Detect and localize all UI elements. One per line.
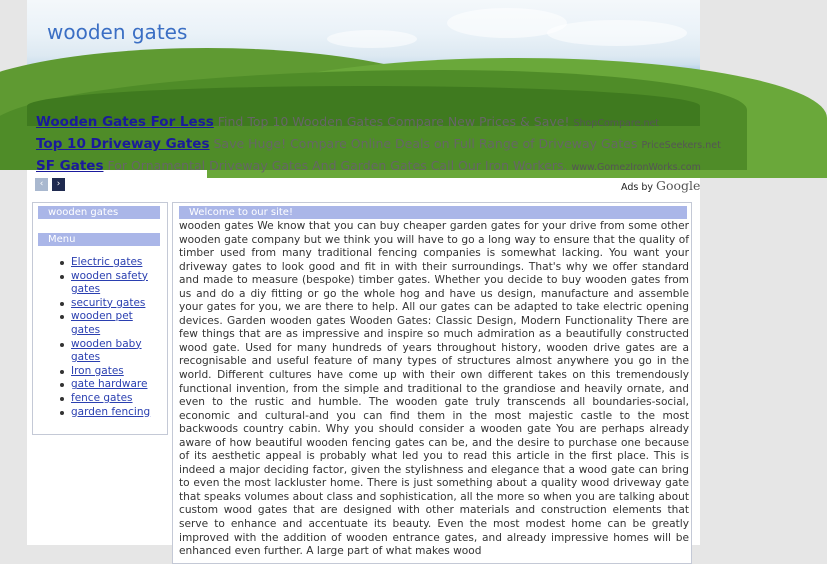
menu-link-wooden-pet-gates[interactable]: wooden pet gates (71, 310, 133, 336)
menu-link-wooden-baby-gates[interactable]: wooden baby gates (71, 337, 142, 364)
menu-item (71, 256, 161, 270)
ad-host[interactable]: www.GomezIronWorks.com (571, 162, 701, 173)
ad-text: Save Huge! Compare Online Deals on Full Range of Driveway Gates (213, 136, 638, 151)
google-logo: Google (656, 178, 701, 193)
menu-link-electric-gates[interactable]: Electric gates (71, 256, 143, 268)
ad-host[interactable]: PriceSeekers.net (641, 140, 721, 151)
page (27, 0, 721, 558)
ads-next-button[interactable]: › (52, 178, 65, 191)
ads-prev-button[interactable]: ‹ (35, 178, 48, 191)
header-banner (27, 0, 700, 111)
menu-item (71, 365, 161, 379)
site-title[interactable]: wooden gates (47, 20, 188, 44)
menu-link-wooden-safety-gates[interactable]: wooden safety gates (71, 269, 148, 296)
menu-item (71, 338, 161, 365)
menu-item (71, 270, 161, 297)
ad-text: Find Top 10 Wooden Gates Compare New Prices & Save! (217, 114, 570, 129)
ad-item (36, 136, 721, 152)
menu-item (71, 392, 161, 406)
article-body: wooden gates We know that you can buy cheaper garden gates for your drive from some other wooden gate company but we think you will have to go a long way to ensure that the quality of timber used from many traditional fencing companies is somewhat lacking. You want your driveway gates to look good and fit in with their surroundings. That's why we offer standard and made to measure (bespoke) timber gates. Whether you decide to buy wooden gates from us and do a diy fitting or go the whole hog and have us design, manufacture and assemble your gates for you, we are there to help. All our gates can be adapted to take electric opening devices. Garden wooden gates Wooden Gates: Classic Design, Modern Functionality There are few things that are as impressive and inspire so much admiration as a beautifully constructed wood gate. Used for many hundreds of years throughout history, wooden drive gates are a recognisable and useful feature of many types of structures almost anywhere you go in the world. Different cultures have come up with their own different takes on this tremendously functional invention, from the simple and traditional to the grandiose and heavily ornate, and even to the rustic and humble. The wooden gate truly transcends all boundaries-social, economic and cultural-and you can find them in the most majestic castle to the most backwoods country cabin. Why you should consider a wooden gate You are perhaps already aware of how beautiful wooden fencing gates can be, and the desire to purchase one because of its aesthetic appeal is probably what led you to read this article in the first place. This is indeed a major deciding factor, given the stylishness and elegance that a wood gate can bring to even the most lackluster home. There is just something about a quality wood driveway gate that speaks volumes about class and sophistication, all the more so when you are talking about custom wood gates that are designed with other materials and construction elements that serve to enhance and accentuate its beauty. Even the most modest home can be greatly improved with the addition of wooden entrance gates, and already impressive homes will be enhanced even further. A large part of what makes wood (179, 220, 689, 558)
ad-title-link[interactable]: Top 10 Driveway Gates (36, 136, 210, 152)
menu-title: Menu (38, 233, 160, 246)
ad-title-link[interactable]: Wooden Gates For Less (36, 114, 214, 130)
menu-item (71, 297, 161, 311)
ad-block (27, 111, 721, 201)
ad-item (36, 158, 701, 174)
main-content (172, 202, 692, 564)
ad-host[interactable]: ShopCompare.net (573, 118, 660, 129)
menu-link-fence-gates[interactable]: fence gates (71, 391, 133, 404)
menu-item (71, 378, 161, 392)
menu-link-iron-gates[interactable]: Iron gates (71, 364, 124, 377)
menu-link-garden-fencing[interactable]: garden fencing (71, 405, 151, 418)
main-heading: Welcome to our site! (179, 206, 687, 219)
menu-item (71, 310, 161, 337)
menu-list (71, 256, 161, 419)
ads-by-label: Ads by (621, 182, 653, 193)
ad-text: For Ornamental Driveway Gates And Garden Gates Call Our Iron Workers. (107, 158, 568, 173)
menu-link-gate-hardware[interactable]: gate hardware (71, 378, 148, 391)
ad-title-link[interactable]: SF Gates (36, 158, 104, 174)
sidebar (32, 202, 168, 435)
ads-by-google[interactable] (621, 178, 700, 193)
menu-item (71, 406, 161, 420)
sidebar-box-title: wooden gates (38, 206, 160, 219)
ad-item (36, 114, 659, 130)
menu-link-security-gates[interactable]: security gates (71, 296, 146, 309)
